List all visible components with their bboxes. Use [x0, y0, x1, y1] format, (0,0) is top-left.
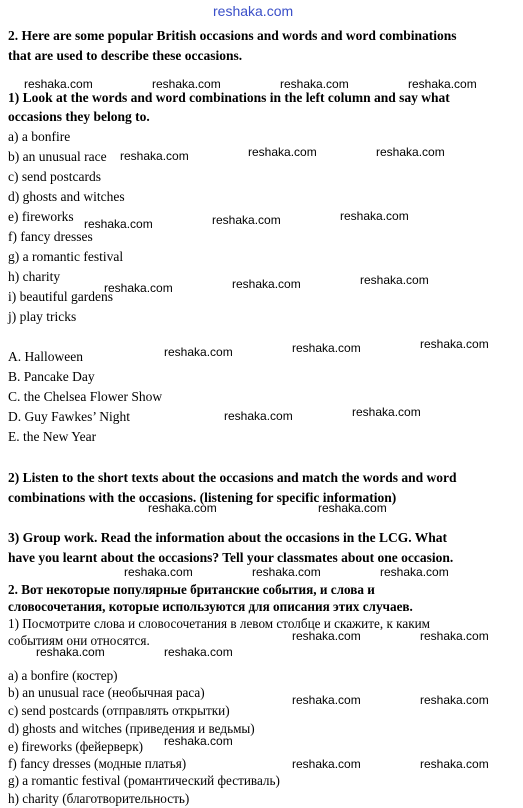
watermark-text: reshaka.com [124, 565, 193, 579]
occasion-item: B. Pancake Day [8, 369, 95, 384]
watermark-text: reshaka.com [292, 757, 361, 771]
list-item: j) play tricks [8, 309, 77, 324]
ru-list-item: e) fireworks (фейерверк) [8, 739, 144, 754]
watermark-text: reshaka.com [420, 629, 489, 643]
watermark-text: reshaka.com [152, 77, 221, 91]
ru-heading-line-1: 2. Вот некоторые популярные британские события, и слова и [8, 582, 375, 597]
ru-list-item: a) a bonfire (костер) [8, 668, 118, 683]
watermark-text: reshaka.com [24, 77, 93, 91]
ru-list-item: c) send postcards (отправлять открытки) [8, 703, 230, 718]
list-item: d) ghosts and witches [8, 189, 125, 204]
watermark-text: reshaka.com [380, 565, 449, 579]
watermark-text: reshaka.com [420, 693, 489, 707]
watermark-text: reshaka.com [224, 409, 293, 423]
watermark-text: reshaka.com [164, 645, 233, 659]
list-item: e) fireworks [8, 209, 74, 224]
watermark-text: reshaka.com [292, 629, 361, 643]
watermark-text: reshaka.com [164, 345, 233, 359]
watermark-text: reshaka.com [104, 281, 173, 295]
watermark-text: reshaka.com [36, 645, 105, 659]
ru-question-1-line-2: событиям они относятся. [8, 633, 150, 648]
question-1-line-2: occasions they belong to. [8, 109, 150, 124]
list-item: a) a bonfire [8, 129, 71, 144]
question-2-line-2: combinations with the occasions. (listening for specific information) [8, 490, 397, 505]
list-item: h) charity [8, 269, 61, 284]
watermark-text: reshaka.com [408, 77, 477, 91]
list-item: i) beautiful gardens [8, 289, 113, 304]
watermark-text: reshaka.com [318, 501, 387, 515]
question-1-line-1: 1) Look at the words and word combinations in the left column and say what [8, 90, 450, 105]
watermark-text: reshaka.com [292, 693, 361, 707]
ru-heading-line-2: словосочетания, которые используются для описания этих случаев. [8, 599, 413, 614]
watermark-text: reshaka.com [340, 209, 409, 223]
question-2-line-1: 2) Listen to the short texts about the occasions and match the words and word [8, 470, 457, 485]
watermark-text: reshaka.com [292, 341, 361, 355]
watermark-text: reshaka.com [420, 337, 489, 351]
watermark-text: reshaka.com [148, 501, 217, 515]
watermark-text: reshaka.com [232, 277, 301, 291]
watermark-text: reshaka.com [420, 757, 489, 771]
watermark-text: reshaka.com [252, 565, 321, 579]
watermark-text: reshaka.com [120, 149, 189, 163]
watermark-text: reshaka.com [376, 145, 445, 159]
ru-list-item: d) ghosts and witches (приведения и ведьмы) [8, 721, 255, 736]
list-item: b) an unusual race [8, 149, 107, 164]
list-item: g) a romantic festival [8, 249, 124, 264]
occasion-item: D. Guy Fawkes’ Night [8, 409, 130, 424]
watermark-text: reshaka.com [84, 217, 153, 231]
occasion-item: E. the New Year [8, 429, 97, 444]
list-item: f) fancy dresses [8, 229, 93, 244]
ru-list-item: b) an unusual race (необычная раса) [8, 685, 205, 700]
question-3-line-1: 3) Group work. Read the information about the occasions in the LCG. What [8, 530, 448, 545]
task-heading-line-2: that are used to describe these occasions. [8, 48, 243, 63]
list-item: c) send postcards [8, 169, 101, 184]
ru-list-item: f) fancy dresses (модные платья) [8, 756, 187, 771]
question-3-line-2: have you learnt about the occasions? Tell your classmates about one occasion. [8, 550, 454, 565]
occasion-item: C. the Chelsea Flower Show [8, 389, 163, 404]
watermark-text: reshaka.com [352, 405, 421, 419]
watermark-text: reshaka.com [164, 734, 233, 748]
watermark-text: reshaka.com [360, 273, 429, 287]
ru-list-item: g) a romantic festival (романтический фестиваль) [8, 773, 280, 788]
occasion-item: A. Halloween [8, 349, 83, 364]
site-watermark-top: reshaka.com [213, 3, 294, 19]
ru-question-1-line-1: 1) Посмотрите слова и словосочетания в левом столбце и скажите, к каким [8, 616, 431, 631]
watermark-text: reshaka.com [248, 145, 317, 159]
watermark-text: reshaka.com [280, 77, 349, 91]
task-heading-line-1: 2. Here are some popular British occasions and words and word combinations [8, 28, 457, 43]
watermark-text: reshaka.com [212, 213, 281, 227]
ru-list-item: h) charity (благотворительность) [8, 791, 190, 806]
